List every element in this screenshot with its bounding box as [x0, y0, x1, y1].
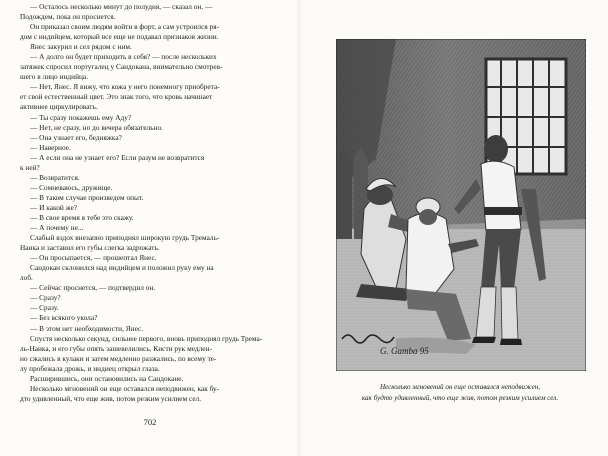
left-page — [0, 0, 300, 456]
text-line: — В этом нет необходимости, Янес. — [30, 323, 144, 333]
text-line: — Сразу. — [30, 303, 59, 313]
page-number: 702 — [143, 417, 157, 427]
signature-text: G. Gamba 95 — [380, 346, 429, 356]
text-line: — Возвратится. — [30, 172, 80, 182]
illustration — [336, 39, 586, 371]
text-line: — Без всякого укола? — [30, 313, 98, 323]
text-line: Наика и заставил его губы слегка задрожать. — [20, 243, 160, 253]
text-line: шего в лицо индийца. — [20, 72, 89, 82]
illustration-caption — [312, 382, 608, 404]
text-line: — И какой же? — [30, 202, 78, 212]
text-line: — Сомневаюсь, дружище. — [30, 182, 113, 192]
text-line: — Осталось несколько минут до полудня, — сказал он. — — [30, 2, 213, 11]
text-line: Спустя несколько секунд, сильнее первого, вновь приподнял грудь Трема- — [30, 333, 263, 343]
text-line: но сжались в кулаки и затем медленно разжались, по всему те- — [20, 353, 217, 363]
text-line: — Нет, не сразу, но до вечера обязательно. — [30, 122, 164, 132]
text-line: Расширившись, они остановились на Сандокане. — [30, 373, 184, 383]
body-text — [20, 2, 280, 404]
text-line: затяжек спросил португалец у Сандокана, внимательно смотрев- — [20, 62, 223, 72]
text-line: — А если она не узнает его? Если разум не возвратится — [30, 152, 205, 162]
text-line: — А долго он будет приходить в себя? — после нескольких — [30, 52, 217, 62]
text-line: Янес закурил и сел рядом с ним. — [30, 42, 132, 52]
text-line: Сандокан склонился над индийцем и положил руку ему на — [30, 263, 214, 273]
text-line: Несколько мгновений он еще оставался неподвижен, как бу- — [30, 383, 220, 393]
text-line: к ней? — [20, 162, 40, 172]
text-line: дто удивленный, что еще жив, потом резким усилием сел. — [20, 393, 202, 403]
text-line: лу пробежала дрожь, и индиец открыл глаза. — [20, 363, 160, 373]
text-line: — В таком случае произведем опыт. — [30, 192, 144, 202]
text-line: — В свое время я тебе это скажу. — [30, 212, 134, 222]
text-line: — Сейчас проснется, — подтвердил он. — [30, 283, 156, 293]
text-line: — Она узнает его, бедняжка? — [30, 132, 122, 142]
text-line: активнее циркулировать. — [20, 102, 98, 112]
text-line: — Наверное. — [30, 142, 71, 152]
text-line: — Ты сразу покажешь ему Аду? — [30, 112, 132, 122]
text-line: — Нет, Янес. Я вижу, что кожа у него понемногу приобрета- — [30, 82, 220, 92]
text-line: ль-Наика, и его губы опять зашевелились. Кисти рук медлен- — [20, 343, 212, 353]
text-line: дом с индийцем, который все еще не подавал признаков жизни. — [20, 32, 219, 42]
text-line: Он приказал своим людям войти в форт, а сам устроился ря- — [30, 22, 220, 32]
caption-line-1: Несколько мгновений он еще оставался неподвижен, — [379, 383, 541, 391]
caption-line-2: как будто удивленный, что еще жив, потом резким усилием сел. — [361, 394, 559, 402]
text-line: лоб. — [20, 273, 33, 283]
text-line: Слабый вздох внезапно приподнял широкую грудь Тремаль- — [30, 233, 220, 243]
text-line: — Он просыпается, — прошептал Янес. — [30, 253, 157, 263]
text-line: Подождем, пока он проснется. — [20, 12, 116, 22]
text-line: — А почему не... — [30, 223, 84, 233]
text-line: ет свой естественный цвет. Это знак того, что кровь начинает — [20, 92, 213, 102]
text-line: — Сразу? — [30, 293, 61, 303]
